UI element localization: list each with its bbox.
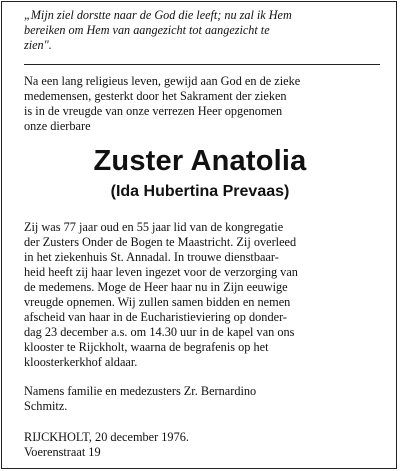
deceased-birth-name: (Ida Hubertina Prevaas)	[110, 183, 290, 200]
address: Voerenstraat 19	[24, 445, 101, 459]
family-signature: Namens familie en medezusters Zr. Bernardino Schmitz.	[24, 384, 257, 413]
quote-text: „Mijn ziel dorstte naar de God die leeft; nu zal ik Hem bereiken om Hem van aangezicht tot aangezicht te zien".	[24, 8, 292, 52]
deceased-name: Zuster Anatolia	[93, 145, 307, 177]
intro-text: Na een lang religieus leven, gewijd aan God en de zieke medemensen, gesterkt door het Sakrament der zieken is in de vreugde van onze verrezen Heer opgenomen onze dierbare	[24, 74, 301, 133]
death-notice	[1, 1, 397, 469]
place-and-date: RIJCKHOLT, 20 december 1976.	[24, 430, 189, 444]
divider-line	[24, 64, 380, 65]
body-text: Zij was 77 jaar oud en 55 jaar lid van de kongregatie der Zusters Onder de Bogen te Maastricht. Zij overleed in het ziekenhuis St. Annadal. In trouwe dienstbaar- heid heeft zij haar leven ingezet voor de verzorging van de medemens. Moge de Heer haar nu in Zijn eeuwige vreugde opnemen. Wij zullen samen bidden en nemen afscheid van haar in de Eucharistieviering op donder- dag 23 december a.s. om 14.30 uur in de kapel van ons klooster te Rijckholt, waarna de begrafenis op het kloosterkerkhof aldaar.	[24, 220, 298, 369]
